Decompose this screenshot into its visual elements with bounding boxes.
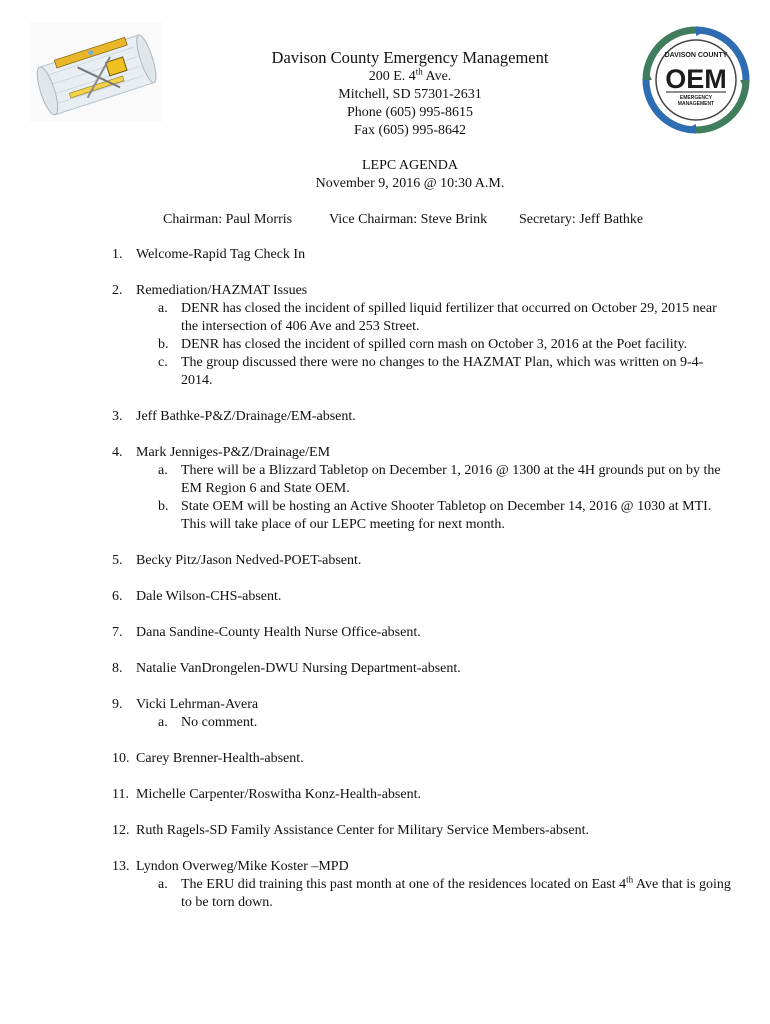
- subitem-letter: b.: [158, 499, 169, 514]
- item-text: Dana Sandine-County Health Nurse Office-absent.: [136, 625, 421, 640]
- blueprint-tools-logo: [30, 22, 162, 122]
- agenda-list: [112, 246, 732, 930]
- agenda-item-heading: [112, 696, 732, 714]
- agenda-subitem: [112, 714, 732, 732]
- subitem-text: State OEM will be hosting an Active Shooter Tabletop on December 14, 2016 @ 1030 at MTI. This will take place of our LEPC meeting for next month.: [181, 499, 712, 532]
- agenda-item-heading: [112, 822, 732, 840]
- item-text: Mark Jenniges-P&Z/Drainage/EM: [136, 445, 331, 460]
- subitem-letter: a.: [158, 301, 168, 316]
- subitem-text: There will be a Blizzard Tabletop on December 1, 2016 @ 1300 at the 4H grounds put on by the EM Region 6 and State OEM.: [181, 463, 721, 496]
- agenda-item-heading: [112, 858, 732, 876]
- item-text: Ruth Ragels-SD Family Assistance Center for Military Service Members-absent.: [136, 823, 589, 838]
- oem-seal-logo: [640, 24, 752, 136]
- subitem-text: DENR has closed the incident of spilled corn mash on October 3, 2016 at the Poet facility.: [181, 337, 688, 352]
- agenda-item: [112, 696, 732, 732]
- item-text: Michelle Carpenter/Roswitha Konz-Health-absent.: [136, 787, 421, 802]
- subitem-letter: c.: [158, 355, 168, 370]
- org-name: Davison County Emergency Management: [271, 48, 549, 67]
- agenda-item-heading: [112, 624, 732, 642]
- item-text: Natalie VanDrongelen-DWU Nursing Department-absent.: [136, 661, 461, 676]
- letterhead: [180, 48, 640, 140]
- item-text: Dale Wilson-CHS-absent.: [136, 589, 282, 604]
- address-pre: 200 E. 4: [368, 69, 416, 84]
- item-number: 10.: [112, 751, 130, 766]
- item-number: 8.: [112, 661, 123, 676]
- agenda-item-heading: [112, 750, 732, 768]
- secretary: Secretary: Jeff Bathke: [519, 212, 644, 227]
- item-text: Vicki Lehrman-Avera: [136, 697, 259, 712]
- item-text: Carey Brenner-Health-absent.: [136, 751, 304, 766]
- subitem-text-pre: The ERU did training this past month at one of the residences located on East 4: [181, 877, 627, 892]
- seal-main-text: OEM: [665, 64, 727, 94]
- address-line: [180, 68, 640, 86]
- agenda-heading: [180, 157, 640, 193]
- item-number: 6.: [112, 589, 123, 604]
- agenda-date: November 9, 2016 @ 10:30 A.M.: [315, 176, 505, 191]
- item-number: 1.: [112, 247, 123, 262]
- seal-sub-text-1: EMERGENCY: [679, 95, 713, 101]
- agenda-item: [112, 624, 732, 642]
- subitem-letter: a.: [158, 463, 168, 478]
- agenda-item-heading: [112, 444, 732, 462]
- agenda-item-heading: [112, 246, 732, 264]
- agenda-item: [112, 552, 732, 570]
- agenda-item: [112, 858, 732, 912]
- agenda-item: [112, 444, 732, 534]
- item-number: 4.: [112, 445, 123, 460]
- agenda-subitem: [112, 354, 732, 390]
- agenda-item: [112, 588, 732, 606]
- address-sup: th: [415, 66, 423, 77]
- agenda-item-heading: [112, 408, 732, 426]
- item-number: 12.: [112, 823, 130, 838]
- subitem-text-sup: th: [626, 874, 634, 885]
- agenda-item: [112, 408, 732, 426]
- city-line: Mitchell, SD 57301-2631: [338, 87, 482, 102]
- address-post: Ave.: [422, 69, 452, 84]
- agenda-item: [112, 246, 732, 264]
- subitem-text-post: Ave that is going to be torn down.: [181, 877, 731, 910]
- chairman: Chairman: Paul Morris: [163, 212, 293, 227]
- agenda-item: [112, 282, 732, 390]
- subitem-text: No comment.: [181, 715, 258, 730]
- phone-line: Phone (605) 995-8615: [347, 105, 473, 120]
- item-number: 2.: [112, 283, 123, 298]
- subitem-letter: a.: [158, 715, 168, 730]
- agenda-title: LEPC AGENDA: [361, 158, 459, 173]
- agenda-item: [112, 822, 732, 840]
- agenda-subitem: [112, 498, 732, 534]
- item-number: 3.: [112, 409, 123, 424]
- agenda-subitem: [112, 462, 732, 498]
- fax-line: Fax (605) 995-8642: [354, 123, 466, 138]
- item-text: Lyndon Overweg/Mike Koster –MPD: [136, 859, 349, 874]
- subitem-letter: a.: [158, 877, 168, 892]
- item-text: Remediation/HAZMAT Issues: [136, 283, 308, 298]
- subitem-text: DENR has closed the incident of spilled liquid fertilizer that occurred on October 29, 2015 near the intersection of 406 Ave and 253 Street.: [181, 301, 717, 334]
- seal-sub-text-2: MANAGEMENT: [677, 101, 715, 107]
- agenda-item-heading: [112, 588, 732, 606]
- agenda-item: [112, 660, 732, 678]
- item-number: 5.: [112, 553, 123, 568]
- agenda-subitem: [112, 336, 732, 354]
- agenda-item: [112, 786, 732, 804]
- agenda-item: [112, 750, 732, 768]
- item-text: Becky Pitz/Jason Nedved-POET-absent.: [136, 553, 362, 568]
- seal-top-text: DAVISON COUNTY: [664, 52, 728, 59]
- item-text: Jeff Bathke-P&Z/Drainage/EM-absent.: [136, 409, 356, 424]
- agenda-item-heading: [112, 282, 732, 300]
- item-number: 7.: [112, 625, 123, 640]
- subitem-text: The group discussed there were no changes to the HAZMAT Plan, which was written on 9-4-2014.: [181, 355, 704, 388]
- item-number: 13.: [112, 859, 130, 874]
- item-number: 9.: [112, 697, 123, 712]
- agenda-item-heading: [112, 552, 732, 570]
- agenda-item-heading: [112, 660, 732, 678]
- agenda-subitem: [112, 876, 732, 912]
- subitem-letter: b.: [158, 337, 169, 352]
- vice-chairman: Vice Chairman: Steve Brink: [329, 212, 488, 227]
- agenda-subitem: [112, 300, 732, 336]
- item-number: 11.: [112, 787, 129, 802]
- agenda-item-heading: [112, 786, 732, 804]
- item-text: Welcome-Rapid Tag Check In: [136, 247, 306, 262]
